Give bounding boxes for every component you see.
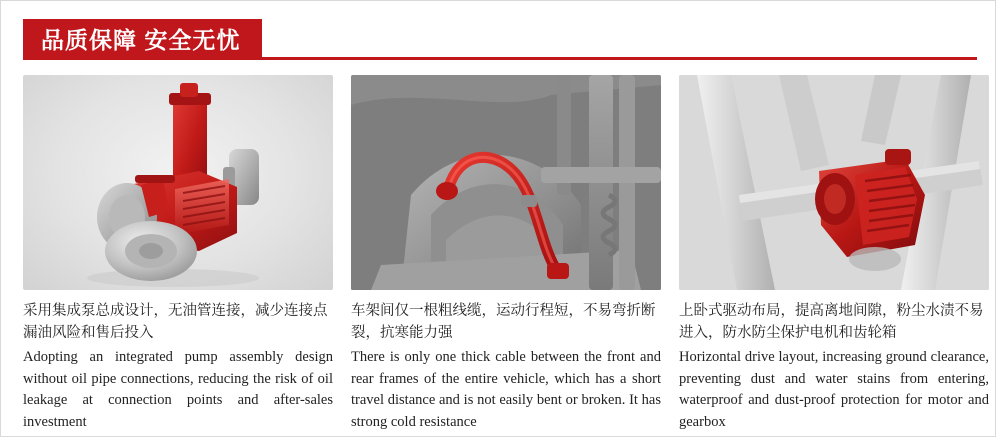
caption-chinese: 车架间仅一根粗线缆，运动行程短，不易弯折断裂，抗寒能力强	[351, 303, 656, 342]
drive-layout-illustration	[679, 75, 989, 290]
caption-english: Horizontal drive layout, increasing ground clearance, preventing dust and water stains from entering, waterproof and dust-proof protection for motor and gearbox	[679, 348, 989, 431]
pump-assembly-illustration	[23, 75, 333, 290]
header-divider	[23, 57, 977, 60]
feature-columns	[1, 63, 995, 434]
feature-column	[351, 75, 661, 434]
section-header	[1, 17, 995, 63]
cable-routing-illustration	[351, 75, 661, 290]
caption-chinese: 采用集成泵总成设计，无油管连接，减少连接点漏油风险和售后投入	[23, 303, 328, 342]
caption-english: There is only one thick cable between the front and rear frames of the entire vehicle, which has a short travel distance and is not easily bent or broken. It has strong cold resistance	[351, 348, 661, 431]
feature-column	[23, 75, 333, 434]
caption-chinese: 上卧式驱动布局，提高离地间隙，粉尘水渍不易进入，防水防尘保护电机和齿轮箱	[679, 303, 984, 342]
integrated-pump-assembly-photo	[23, 75, 333, 290]
single-thick-cable-photo	[351, 75, 661, 290]
horizontal-drive-layout-photo	[679, 75, 989, 290]
caption-english: Adopting an integrated pump assembly design without oil pipe connections, reducing the risk of oil leakage at connection points and after-sales investment	[23, 348, 333, 431]
header-banner	[23, 19, 262, 57]
feature-column	[679, 75, 989, 434]
page-title: 品质保障 安全无忧	[41, 26, 241, 53]
